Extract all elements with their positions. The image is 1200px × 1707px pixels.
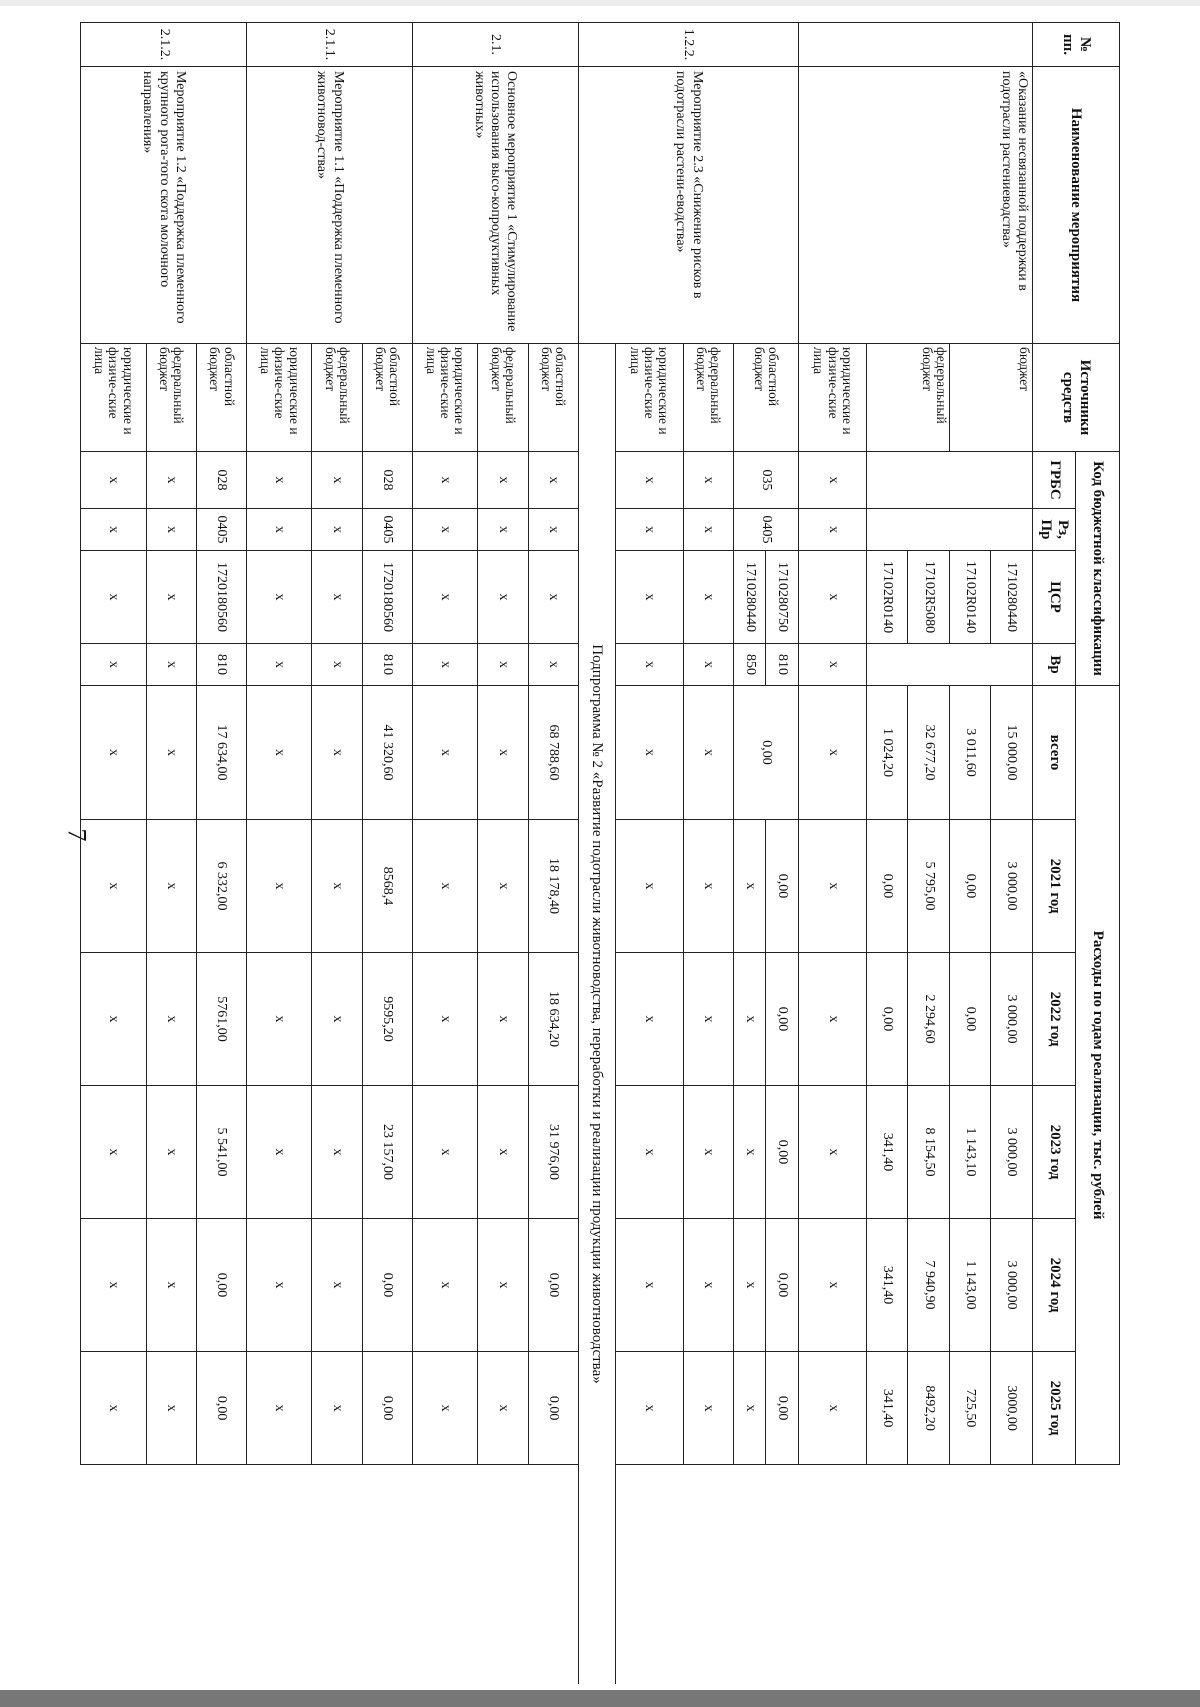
cell-x: x xyxy=(683,551,733,644)
row-name: Основное мероприятие 1 «Стимулирование использования высо-копродуктивных животных» xyxy=(412,67,578,344)
cell-x: x xyxy=(81,953,147,1086)
header-2024: 2024 год xyxy=(1032,1219,1076,1352)
cell-x: x xyxy=(478,551,528,644)
cell-x: x xyxy=(247,1219,312,1352)
row-2024: 0,00 xyxy=(528,1219,578,1352)
cell-x: x xyxy=(146,686,196,820)
row-2025: 3000,00 xyxy=(991,1352,1032,1465)
row-rzpr: 0405 xyxy=(362,509,412,551)
row-2024: 0,00 xyxy=(196,1219,246,1352)
row-2023: 0,00 xyxy=(766,1086,799,1219)
row-source: юридические и физиче-ские лица xyxy=(247,344,312,452)
header-vr: Вр xyxy=(1032,644,1076,686)
cell-x: x xyxy=(528,509,578,551)
cell-x: x xyxy=(478,686,528,820)
table-row xyxy=(196,23,246,1685)
row-2025: 0,00 xyxy=(528,1352,578,1465)
cell-x: x xyxy=(799,1086,867,1219)
row-2025: 725,50 xyxy=(949,1352,990,1465)
cell-x: x xyxy=(799,551,867,644)
row-source: федеральный бюджет xyxy=(683,344,733,452)
cell-x: x xyxy=(247,820,312,953)
cell-x: x xyxy=(247,953,312,1086)
row-source: юридические и физиче-ские лица xyxy=(81,344,147,452)
cell-x: x xyxy=(146,1086,196,1219)
cell-x: x xyxy=(683,644,733,686)
cell-x: x xyxy=(146,509,196,551)
cell-x: x xyxy=(615,551,683,644)
row-2025: 0,00 xyxy=(196,1352,246,1465)
cell-x: x xyxy=(146,452,196,509)
cell-x: x xyxy=(81,551,147,644)
row-2022: 9595,20 xyxy=(362,953,412,1086)
cell-x: x xyxy=(683,452,733,509)
cell-x: x xyxy=(312,953,362,1086)
cell-x: x xyxy=(478,1086,528,1219)
cell-x: x xyxy=(312,644,362,686)
header-num: № пп. xyxy=(1032,23,1119,67)
cell-x: x xyxy=(683,1352,733,1465)
row-total: 41 320,60 xyxy=(362,686,412,820)
row-grbs: 028 xyxy=(362,452,412,509)
cell-x: x xyxy=(615,1219,683,1352)
cell-x: x xyxy=(412,1219,477,1352)
row-name: Мероприятие 2.3 «Снижение рисков в подотрасли растени-еводства» xyxy=(578,67,798,344)
row-num: 2.1.1. xyxy=(247,23,413,67)
cell-x: x xyxy=(478,820,528,953)
header-2025: 2025 год xyxy=(1032,1352,1076,1465)
cell-x: x xyxy=(81,644,147,686)
cell-x: x xyxy=(799,1219,867,1352)
cell-x: x xyxy=(312,1086,362,1219)
cell-x: x xyxy=(683,1086,733,1219)
row-num: 2.1.2. xyxy=(81,23,247,67)
cell-x: x xyxy=(146,644,196,686)
subprogram-title: Подпрограмма № 2 «Развитие подотрасли животноводства, переработки и реализации продукции животноводства» xyxy=(578,344,615,1685)
cell-x: x xyxy=(247,452,312,509)
row-2024: 0,00 xyxy=(766,1219,799,1352)
row-2025: 0,00 xyxy=(766,1352,799,1465)
cell-x: x xyxy=(733,820,766,953)
row-vr: 850 xyxy=(733,644,766,686)
row-num xyxy=(799,23,1033,67)
row-total: 32 677,20 xyxy=(908,686,949,820)
cell-x: x xyxy=(799,509,867,551)
cell-x: x xyxy=(81,509,147,551)
cell-x: x xyxy=(615,953,683,1086)
cell-x: x xyxy=(312,509,362,551)
cell-x: x xyxy=(412,686,477,820)
cell-x: x xyxy=(615,509,683,551)
cell-x: x xyxy=(247,1086,312,1219)
cell-x: x xyxy=(312,551,362,644)
cell-x: x xyxy=(478,644,528,686)
cell-x: x xyxy=(799,1352,867,1465)
cell-x: x xyxy=(412,953,477,1086)
cell-x: x xyxy=(615,1086,683,1219)
cell-x: x xyxy=(81,686,147,820)
row-total: 17 634,00 xyxy=(196,686,246,820)
header-csr: ЦСР xyxy=(1032,551,1076,644)
row-vr: 810 xyxy=(362,644,412,686)
header-code-group: Код бюджетной классификации xyxy=(1076,452,1120,686)
row-2021: 8568,4 xyxy=(362,820,412,953)
scan-top-edge xyxy=(0,0,1200,6)
row-csr: 1720180560 xyxy=(196,551,246,644)
row-2023: 31 976,00 xyxy=(528,1086,578,1219)
row-2024: 3 000,00 xyxy=(991,1219,1032,1352)
table-row xyxy=(991,23,1032,1685)
row-2021: 0,00 xyxy=(766,820,799,953)
row-csr: 1710280750 xyxy=(766,551,799,644)
row-2025: 0,00 xyxy=(362,1352,412,1465)
row-2021: 6 332,00 xyxy=(196,820,246,953)
cell-x: x xyxy=(799,820,867,953)
row-total: 1 024,20 xyxy=(866,686,907,820)
row-num: 2.1. xyxy=(412,23,578,67)
cell-x: x xyxy=(412,509,477,551)
row-grbs xyxy=(866,452,1032,509)
cell-x: x xyxy=(799,686,867,820)
cell-x: x xyxy=(615,686,683,820)
cell-x: x xyxy=(412,551,477,644)
row-name: «Оказание несвязанной поддержки в подотрасли растениеводства» xyxy=(799,67,1033,344)
header-total: всего xyxy=(1032,686,1076,820)
cell-x: x xyxy=(312,1219,362,1352)
cell-x: x xyxy=(247,1352,312,1465)
cell-x: x xyxy=(799,644,867,686)
header-2023: 2023 год xyxy=(1032,1086,1076,1219)
row-rzpr: 0405 xyxy=(196,509,246,551)
row-name: Мероприятие 1.1 «Поддержка племенного животновод-ства» xyxy=(247,67,413,344)
cell-x: x xyxy=(81,1352,147,1465)
cell-x: x xyxy=(733,1352,766,1465)
cell-x: x xyxy=(615,452,683,509)
row-total: 15 000,00 xyxy=(991,686,1032,820)
page-number: 7 xyxy=(62,828,92,842)
cell-x: x xyxy=(247,686,312,820)
row-csr: 1710280440 xyxy=(991,551,1032,644)
row-grbs: 028 xyxy=(196,452,246,509)
cell-x: x xyxy=(312,686,362,820)
table-row xyxy=(362,23,412,1685)
cell-x: x xyxy=(683,686,733,820)
header-rzpr: Рз, Пр xyxy=(1032,509,1076,551)
row-rzpr xyxy=(866,509,1032,551)
row-source: областной бюджет xyxy=(362,344,412,452)
cell-x: x xyxy=(733,1219,766,1352)
cell-x: x xyxy=(683,953,733,1086)
cell-x: x xyxy=(528,644,578,686)
cell-x: x xyxy=(733,1086,766,1219)
header-name: Наименование мероприятия xyxy=(1032,67,1119,344)
row-csr: 17102R0140 xyxy=(866,551,907,644)
cell-x: x xyxy=(146,1352,196,1465)
row-total: 68 788,60 xyxy=(528,686,578,820)
cell-x: x xyxy=(247,509,312,551)
cell-x: x xyxy=(683,1219,733,1352)
cell-x: x xyxy=(412,452,477,509)
cell-x: x xyxy=(312,820,362,953)
cell-x: x xyxy=(412,1086,477,1219)
row-num: 1.2.2. xyxy=(578,23,798,67)
row-total: 0,00 xyxy=(733,686,798,820)
cell-x: x xyxy=(81,820,147,953)
row-2023: 1 143,10 xyxy=(949,1086,990,1219)
cell-x: x xyxy=(478,953,528,1086)
header-row-1 xyxy=(1076,23,1120,1685)
cell-x: x xyxy=(81,1086,147,1219)
row-2022: 18 634,20 xyxy=(528,953,578,1086)
cell-x: x xyxy=(733,953,766,1086)
row-2025: 341,40 xyxy=(866,1352,907,1465)
row-2021: 5 795,00 xyxy=(908,820,949,953)
cell-x: x xyxy=(478,1219,528,1352)
row-2021: 0,00 xyxy=(866,820,907,953)
cell-x: x xyxy=(412,1352,477,1465)
cell-x: x xyxy=(615,820,683,953)
row-csr: 1710280440 xyxy=(733,551,766,644)
row-csr: 1720180560 xyxy=(362,551,412,644)
table-row xyxy=(766,23,799,1685)
cell-x: x xyxy=(799,953,867,1086)
table-row xyxy=(528,23,578,1685)
cell-x: x xyxy=(81,452,147,509)
row-2024: 1 143,00 xyxy=(949,1219,990,1352)
row-2023: 5 541,00 xyxy=(196,1086,246,1219)
row-source: федеральный бюджет xyxy=(312,344,362,452)
row-vr: 810 xyxy=(196,644,246,686)
cell-x: x xyxy=(799,452,867,509)
cell-x: x xyxy=(478,452,528,509)
cell-x: x xyxy=(312,1352,362,1465)
budget-table xyxy=(80,22,1120,1684)
row-2024: 341,40 xyxy=(866,1219,907,1352)
row-source: федеральный бюджет xyxy=(146,344,196,452)
row-rzpr: 0405 xyxy=(733,509,798,551)
rotated-table-container xyxy=(80,22,1120,1684)
row-source: юридические и физиче-ские лица xyxy=(412,344,477,452)
row-2023: 341,40 xyxy=(866,1086,907,1219)
header-grbs: ГРБС xyxy=(1032,452,1076,509)
cell-x: x xyxy=(478,1352,528,1465)
scan-bottom-edge xyxy=(0,1690,1200,1707)
cell-x: x xyxy=(146,1219,196,1352)
cell-x: x xyxy=(615,1352,683,1465)
row-2023: 8 154,50 xyxy=(908,1086,949,1219)
row-total: 3 011,60 xyxy=(949,686,990,820)
row-2022: 0,00 xyxy=(949,953,990,1086)
row-source: областной бюджет xyxy=(196,344,246,452)
row-csr: 17102R5080 xyxy=(908,551,949,644)
row-2024: 7 940,90 xyxy=(908,1219,949,1352)
row-source: областной бюджет xyxy=(528,344,578,452)
cell-x: x xyxy=(615,644,683,686)
row-2024: 0,00 xyxy=(362,1219,412,1352)
header-2022: 2022 год xyxy=(1032,953,1076,1086)
row-vr xyxy=(866,644,1032,686)
cell-x: x xyxy=(146,551,196,644)
row-vr: 810 xyxy=(766,644,799,686)
cell-x: x xyxy=(478,509,528,551)
cell-x: x xyxy=(412,820,477,953)
row-2022: 0,00 xyxy=(866,953,907,1086)
row-2023: 3 000,00 xyxy=(991,1086,1032,1219)
row-source: областной бюджет xyxy=(733,344,798,452)
row-source: федеральный бюджет xyxy=(478,344,528,452)
row-2021: 0,00 xyxy=(949,820,990,953)
header-expenses-group: Расходы по годам реализации, тыс. рублей xyxy=(1076,686,1120,1465)
cell-x: x xyxy=(683,509,733,551)
row-2021: 3 000,00 xyxy=(991,820,1032,953)
cell-x: x xyxy=(146,953,196,1086)
header-2021: 2021 год xyxy=(1032,820,1076,953)
row-grbs: 035 xyxy=(733,452,798,509)
row-csr: 17102R0140 xyxy=(949,551,990,644)
row-source: юридические и физиче-ские лица xyxy=(615,344,683,452)
row-2023: 23 157,00 xyxy=(362,1086,412,1219)
cell-x: x xyxy=(528,551,578,644)
row-2022: 0,00 xyxy=(766,953,799,1086)
cell-x: x xyxy=(683,820,733,953)
cell-x: x xyxy=(247,551,312,644)
row-source: юридические и физиче-ские лица xyxy=(799,344,867,452)
row-2022: 3 000,00 xyxy=(991,953,1032,1086)
cell-x: x xyxy=(247,644,312,686)
row-2025: 8492,20 xyxy=(908,1352,949,1465)
row-2021: 18 178,40 xyxy=(528,820,578,953)
header-sources: Источники средств xyxy=(1032,344,1119,452)
cell-x: x xyxy=(146,820,196,953)
cell-x: x xyxy=(81,1219,147,1352)
row-source: федеральный бюджет xyxy=(866,344,949,452)
row-2022: 2 294,60 xyxy=(908,953,949,1086)
cell-x: x xyxy=(312,452,362,509)
row-2022: 5761,00 xyxy=(196,953,246,1086)
row-name: Мероприятие 1.2 «Поддержка племенного крупного рога-того скота молочного направления» xyxy=(81,67,247,344)
cell-x: x xyxy=(412,644,477,686)
row-source: бюджет xyxy=(949,344,1032,452)
cell-x: x xyxy=(528,452,578,509)
